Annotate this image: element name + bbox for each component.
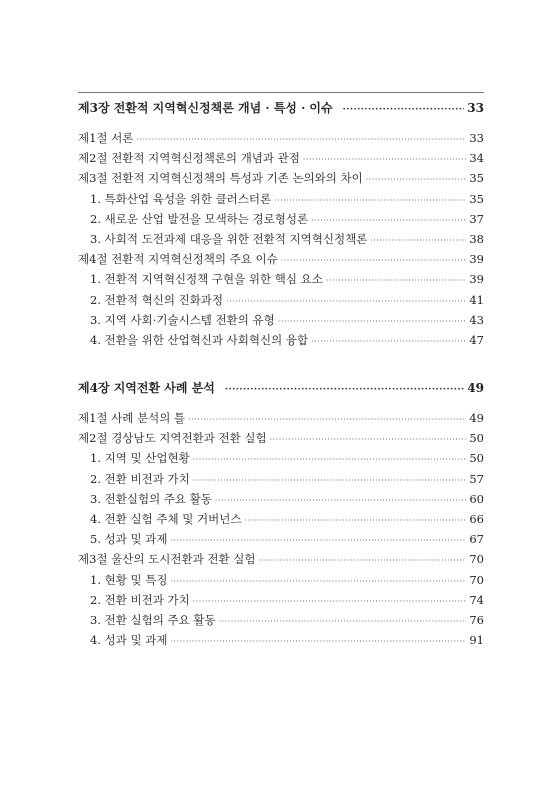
subsection-entry-page-number: 66: [469, 511, 484, 526]
subsection-entry[interactable]: [78, 570, 484, 590]
subsection-entry-title: 2. 전환 비전과 가치: [90, 592, 190, 607]
subsection-entry-title: 2. 새로운 산업 발전을 모색하는 경로형성론: [90, 211, 309, 226]
section-entry-page-number: 35: [469, 171, 484, 186]
subsection-entry-page-number: 57: [469, 471, 484, 486]
subsection-entry-title: 1. 전환적 지역혁신정책 구현을 위한 핵심 요소: [90, 272, 323, 287]
dot-leader: [188, 410, 466, 430]
subsection-entry-title: 3. 사회적 도전과제 대응을 위한 전환적 지역혁신정책론: [90, 231, 368, 246]
dot-leader: [270, 430, 467, 450]
chapter-heading[interactable]: [78, 376, 484, 400]
chapter-heading[interactable]: [78, 96, 484, 120]
dot-leader: [278, 312, 467, 332]
subsection-entry[interactable]: [78, 330, 484, 350]
subsection-entry[interactable]: [78, 229, 484, 249]
dot-leader: [274, 191, 466, 211]
section-entry[interactable]: [78, 148, 484, 168]
chapter-4: [78, 376, 484, 650]
dot-leader: [303, 150, 466, 170]
subsection-entry-page-number: 47: [469, 332, 484, 347]
subsection-entry[interactable]: [78, 509, 484, 529]
subsection-entry-title: 3. 지역 사회·기술시스템 전환의 유형: [90, 312, 275, 327]
subsection-entry-title: 4. 전환 실험 주체 및 거버넌스: [90, 511, 242, 526]
subsection-entry-page-number: 74: [469, 592, 484, 607]
subsection-entry-title: 3. 전환실험의 주요 활동: [90, 491, 212, 506]
section-entry[interactable]: [78, 428, 484, 448]
section-entry[interactable]: [78, 128, 484, 148]
chapter-heading-page-number: 33: [467, 101, 484, 115]
dot-leader: [136, 130, 466, 150]
subsection-entry[interactable]: [78, 610, 484, 630]
dot-leader: [311, 211, 466, 231]
dot-leader: [170, 531, 466, 551]
dot-leader: [215, 491, 466, 511]
section-entry[interactable]: [78, 549, 484, 569]
subsection-entry-title: 1. 지역 및 산업현황: [90, 451, 190, 466]
section-entry-page-number: 50: [469, 431, 484, 446]
section-entry-title: 제3절 전환적 지역혁신정책의 특성과 기존 논의와의 차이: [78, 171, 363, 186]
chapter-heading-title: 제3장 전환적 지역혁신정책론 개념 · 특성 · 이슈: [78, 101, 333, 115]
section-entry-title: 제2절 전환적 지역혁신정책론의 개념과 관점: [78, 151, 300, 166]
subsection-entry-page-number: 39: [469, 272, 484, 287]
subsection-entry-page-number: 35: [469, 191, 484, 206]
dot-leader: [226, 292, 466, 312]
chapter-heading-page-number: 49: [467, 381, 484, 395]
section-entry[interactable]: [78, 168, 484, 188]
dot-leader: [258, 551, 466, 571]
dot-leader: [193, 450, 467, 470]
dot-leader: [311, 332, 466, 352]
dot-leader: [193, 471, 467, 491]
subsection-entry[interactable]: [78, 529, 484, 549]
subsection-entry-page-number: 41: [469, 292, 484, 307]
subsection-entry-page-number: 67: [469, 532, 484, 547]
subsection-entry[interactable]: [78, 310, 484, 330]
subsection-entry-page-number: 76: [469, 612, 484, 627]
dot-leader: [244, 511, 466, 531]
dot-leader: [170, 632, 466, 652]
top-rule: [78, 92, 484, 93]
section-entry-page-number: 70: [469, 552, 484, 567]
section-entry-title: 제2절 경상남도 지역전환과 전환 실험: [78, 431, 267, 446]
subsection-entry-title: 3. 전환 실험의 주요 활동: [90, 612, 216, 627]
subsection-entry[interactable]: [78, 290, 484, 310]
dot-leader: [326, 271, 466, 291]
subsection-entry[interactable]: [78, 489, 484, 509]
dot-leader: [366, 170, 467, 190]
chapter-3: [78, 96, 484, 350]
dot-leader: [370, 231, 466, 251]
section-entry-page-number: 39: [469, 252, 484, 267]
section-entry-page-number: 49: [469, 411, 484, 425]
section-entry-title: 제4절 전환적 지역혁신정책의 주요 이슈: [78, 252, 278, 267]
subsection-entry[interactable]: [78, 209, 484, 229]
subsection-entry[interactable]: [78, 448, 484, 468]
subsection-entry[interactable]: [78, 189, 484, 209]
subsection-entry-page-number: 50: [469, 451, 484, 466]
subsection-entry-page-number: 38: [469, 231, 484, 246]
dot-leader: [170, 572, 466, 592]
dot-leader: [343, 98, 465, 122]
subsection-entry-page-number: 60: [469, 491, 484, 506]
subsection-entry[interactable]: [78, 630, 484, 650]
dot-leader: [219, 612, 467, 632]
subsection-entry[interactable]: [78, 269, 484, 289]
subsection-entry-title: 1. 특화산업 육성을 위한 클러스터론: [90, 191, 272, 206]
chapter-heading-title: 제4장 지역전환 사례 분석: [78, 381, 215, 395]
subsection-entry-title: 4. 전환을 위한 산업혁신과 사회혁신의 융합: [90, 332, 309, 347]
section-entry[interactable]: [78, 408, 484, 428]
subsection-entry[interactable]: [78, 590, 484, 610]
subsection-entry-title: 1. 현황 및 특징: [90, 572, 168, 587]
section-entry-page-number: 33: [469, 131, 484, 145]
dot-leader: [281, 251, 467, 271]
subsection-entry-page-number: 91: [469, 633, 484, 648]
section-entry-page-number: 34: [469, 151, 484, 166]
subsection-entry-title: 5. 성과 및 과제: [90, 532, 168, 547]
subsection-entry[interactable]: [78, 469, 484, 489]
section-entry[interactable]: [78, 249, 484, 269]
dot-leader: [193, 592, 467, 612]
section-entry-title: 제1절 서론: [78, 131, 134, 145]
subsection-entry-page-number: 70: [469, 572, 484, 587]
section-entry-title: 제3절 울산의 도시전환과 전환 실험: [78, 552, 256, 567]
subsection-entry-page-number: 43: [469, 312, 484, 327]
subsection-entry-title: 2. 전환 비전과 가치: [90, 471, 190, 486]
subsection-entry-title: 2. 전환적 혁신의 진화과정: [90, 292, 224, 307]
subsection-entry-page-number: 37: [469, 211, 484, 226]
dot-leader: [225, 378, 464, 402]
subsection-entry-title: 4. 성과 및 과제: [90, 633, 168, 648]
section-entry-title: 제1절 사례 분석의 틀: [78, 411, 186, 425]
